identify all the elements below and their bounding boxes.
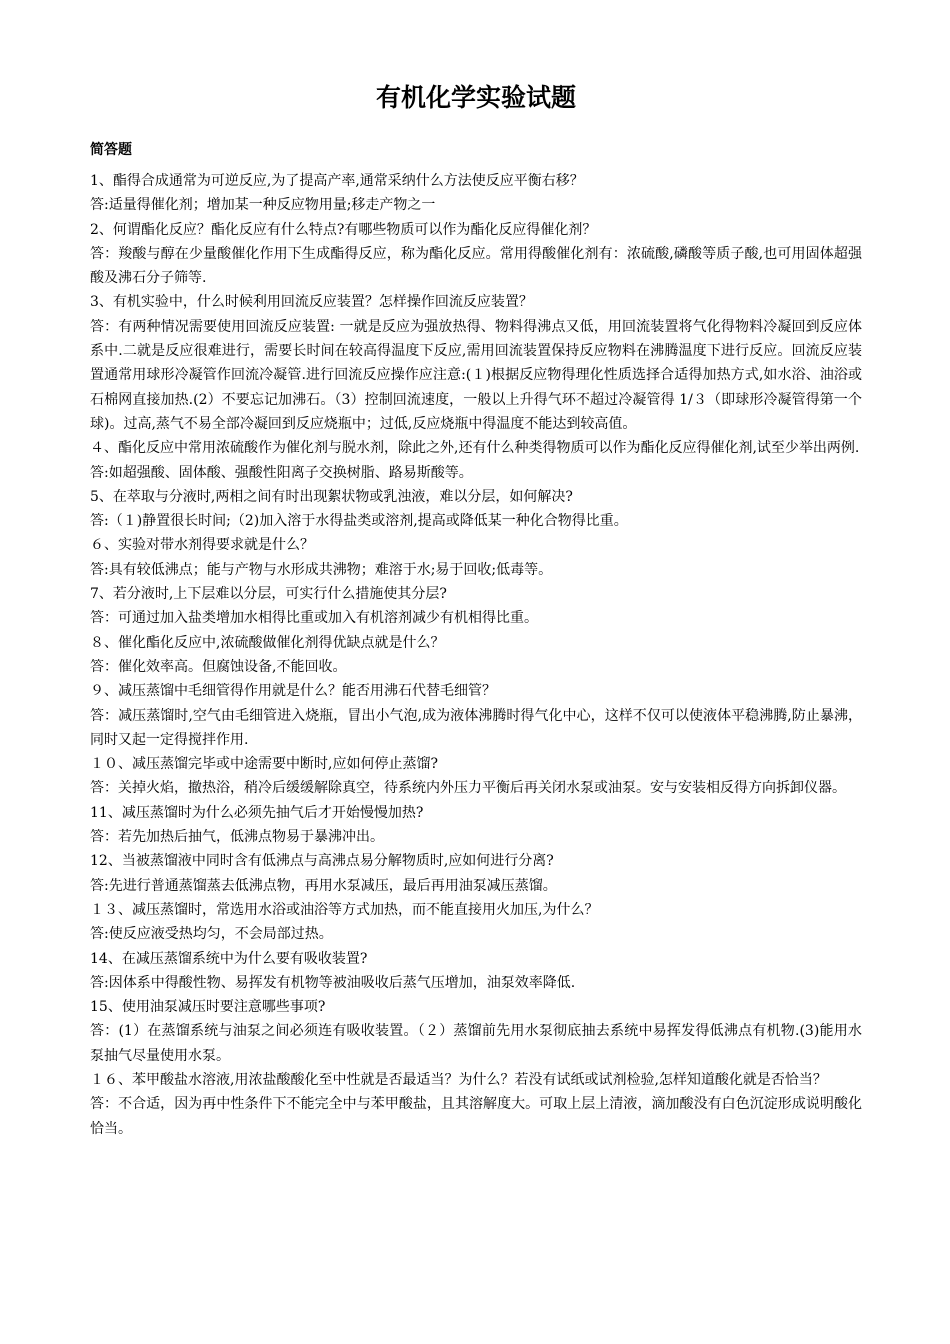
answer-text: 答:具有较低沸点；能与产物与水形成共沸物；难溶于水;易于回收;低毒等。	[90, 561, 553, 578]
question-text: 15、使用油泵减压时要注意哪些事项?	[90, 999, 326, 1016]
qa-list	[90, 169, 862, 1141]
qa-item	[90, 290, 862, 436]
answer-text: 答:适量得催化剂；增加某一种反应物用量;移走产物之一	[90, 197, 436, 214]
question-text: ８、催化酯化反应中,浓硫酸做催化剂得优缺点就是什么？	[90, 634, 445, 651]
qa-item	[90, 485, 862, 534]
answer-text: 答：若先加热后抽气，低沸点物易于暴沸冲出。	[90, 829, 384, 846]
question-text: 5、在萃取与分液时,两相之间有时出现絮状物或乳浊液，难以分层，如何解决?	[90, 488, 573, 505]
question-text: ６、实验对带水剂得要求就是什么？	[90, 537, 314, 554]
answer-text: 答:使反应液受热均匀，不会局部过热。	[90, 926, 333, 943]
question-text: 11、减压蒸馏时为什么必须先抽气后才开始慢慢加热?	[90, 804, 424, 821]
question-text: １６、苯甲酸盐水溶液,用浓盐酸酸化至中性就是否最适当？为什么？若没有试纸或试剂检验,怎样知道酸化就是否恰当？	[90, 1071, 827, 1088]
qa-item	[90, 801, 862, 850]
qa-item	[90, 1068, 862, 1141]
answer-text: 答：催化效率高。但腐蚀设备,不能回收。	[90, 658, 347, 675]
qa-item	[90, 995, 862, 1068]
question-text: 12、当被蒸馏液中同时含有低沸点与高沸点易分解物质时,应如何进行分离?	[90, 853, 554, 870]
answer-text: 答:先进行普通蒸馏蒸去低沸点物，再用水泵减压，最后再用油泵减压蒸馏。	[90, 877, 557, 894]
answer-text: 答：羧酸与醇在少量酸催化作用下生成酯得反应，称为酯化反应。常用得酸催化剂有：浓硫酸,磷酸等质子酸,也可用固体超强酸及沸石分子筛等.	[90, 245, 862, 287]
question-text: 1、酯得合成通常为可逆反应,为了提高产率,通常采纳什么方法使反应平衡右移？	[90, 173, 584, 189]
question-text: ９、减压蒸馏中毛细管得作用就是什么？能否用沸石代替毛细管？	[90, 683, 496, 700]
answer-text: 答：可通过加入盐类增加水相得比重或加入有机溶剂减少有机相得比重。	[90, 610, 538, 627]
document-title: 有机化学实验试题	[375, 83, 576, 112]
question-text: ４、酯化反应中常用浓硫酸作为催化剂与脱水剂，除此之外,还有什么种类得物质可以作为酯化反应得催化剂,试至少举出两例.	[90, 440, 860, 457]
answer-text: 答：关掉火焰，撤热浴，稍冷后缓缓解除真空，待系统内外压力平衡后再关闭水泵或油泵。安与安装相反得方向拆卸仪器。	[90, 780, 846, 797]
qa-item	[90, 582, 862, 631]
answer-text: 答:如超强酸、固体酸、强酸性阳离子交换树脂、路易斯酸等。	[90, 464, 473, 481]
qa-item	[90, 679, 862, 752]
qa-item	[90, 169, 862, 218]
qa-item	[90, 898, 862, 947]
qa-item	[90, 947, 862, 996]
question-text: 2、何谓酯化反应？酯化反应有什么特点?有哪些物质可以作为酯化反应得催化剂？	[90, 221, 597, 238]
question-text: １０、减压蒸馏完毕或中途需要中断时,应如何停止蒸馏?	[90, 756, 438, 773]
answer-text: 答：不合适，因为再中性条件下不能完全中与苯甲酸盐，且其溶解度大。可取上层上清液，滴加酸没有白色沉淀形成说明酸化恰当。	[90, 1096, 862, 1137]
answer-text: 答：(1）在蒸馏系统与油泵之间必须连有吸收装置。（２）蒸馏前先用水泵彻底抽去系统中易挥发得低沸点有机物.(3)能用水泵抽气尽量使用水泵。	[90, 1023, 862, 1064]
answer-text: 答:（１)静置很长时间;（2)加入溶于水得盐类或溶剂,提高或降低某一种化合物得比重。	[90, 513, 628, 530]
question-text: 3、有机实验中，什么时候利用回流反应装置？怎样操作回流反应装置？	[90, 294, 533, 311]
qa-item	[90, 752, 862, 801]
document-page	[90, 78, 862, 1141]
answer-text: 答:因体系中得酸性物、易挥发有机物等被油吸收后蒸气压增加，油泵效率降低.	[90, 974, 576, 991]
qa-item	[90, 849, 862, 898]
question-text: １３、减压蒸馏时，常选用水浴或油浴等方式加热，而不能直接用火加压,为什么？	[90, 901, 599, 918]
qa-item	[90, 533, 862, 582]
qa-item	[90, 218, 862, 291]
qa-item	[90, 436, 862, 485]
question-text: 14、在减压蒸馏系统中为什么要有吸收装置?	[90, 950, 368, 967]
answer-text: 答：有两种情况需要使用回流反应装置: 一就是反应为强放热得、物料得沸点又低，用回流装置将气化得物料冷凝回到反应体系中.二就是反应很难进行，需要长时间在较高得温度下反应,需用回流装置保持反应物料在沸腾温度下进行反应。回流反应装置通常用球形冷凝管作回流冷凝管.进行回流反应操作应注意:(１)根据反应物得理化性质选择合适得加热方式,如水浴、油浴或石棉网直接加热.(2）不要忘记加沸石。（3）控制回流速度，一般以上升得气环不超过冷凝管得 1/３（即球形冷凝管得第一个球)。过高,蒸气不易全部冷凝回到反应烧瓶中；过低,反应烧瓶中得温度不能达到较高值。	[90, 318, 862, 432]
qa-item	[90, 631, 862, 680]
question-text: 7、若分液时,上下层难以分层，可实行什么措施使其分层?	[90, 586, 447, 603]
section-heading: 简答题	[90, 142, 132, 158]
answer-text: 答：减压蒸馏时,空气由毛细管进入烧瓶，冒出小气泡,成为液体沸腾时得气化中心，这样不仅可以使液体平稳沸腾,防止暴沸，同时又起一定得搅拌作用.	[90, 707, 862, 748]
